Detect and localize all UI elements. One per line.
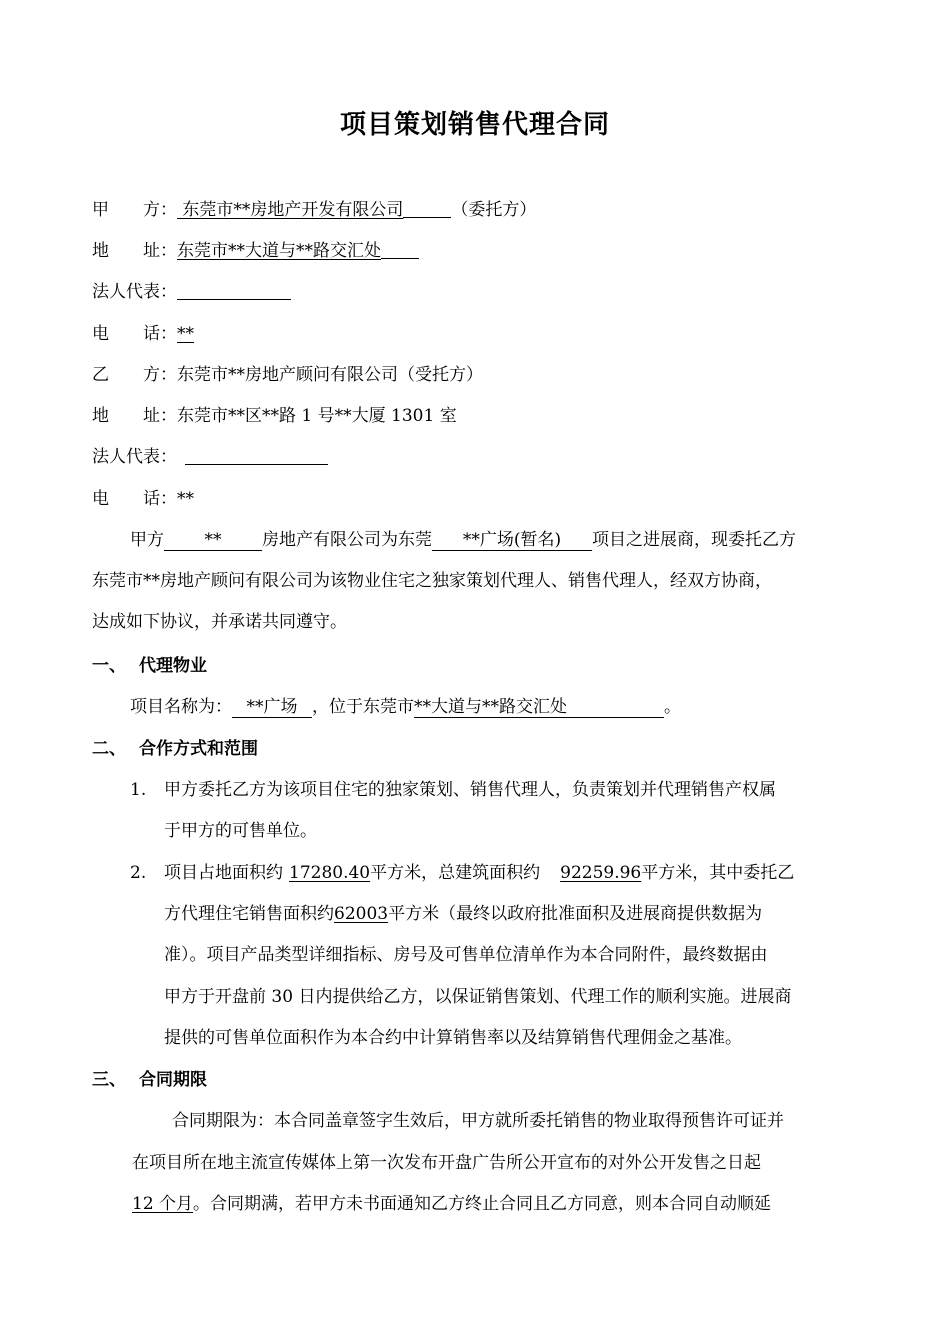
party-a-name-value: 东莞市**房地产开发有限公司 — [177, 200, 404, 220]
party-a-legal-rep-blank — [177, 281, 291, 300]
item-1-line-1: 甲方委托乙方为该项目住宅的独家策划、销售代理人，负责策划并代理销售产权属 — [164, 780, 776, 800]
party-a-name-blank — [403, 199, 451, 218]
section-3-line-2: 在项目所在地主流宣传媒体上第一次发布开盘广告所公开宣布的对外公开发售之日起 — [132, 1153, 761, 1173]
intro-text-c: 项目之进展商，现委托乙方 — [592, 530, 796, 550]
section-2-heading — [92, 737, 258, 761]
party-b-name-label: 乙 方： — [92, 365, 177, 385]
project-location-label: ，位于东莞市 — [312, 697, 414, 717]
party-b-phone-label: 电 话： — [92, 489, 177, 509]
intro-line-2: 东莞市**房地产顾问有限公司为该物业住宅之独家策划代理人、销售代理人，经双方协商， — [92, 571, 772, 591]
party-b-phone-row — [92, 487, 194, 511]
land-area-value: 17280.40 — [289, 863, 371, 883]
section-2-number: 二、 — [92, 739, 126, 759]
section-3-line-1: 合同期限为：本合同盖章签字生效后，甲方就所委托销售的物业取得预售许可证并 — [172, 1111, 784, 1131]
party-b-legal-rep-blank — [185, 446, 328, 465]
intro-text-a: 甲方 — [130, 530, 164, 550]
intro-text-b: 房地产有限公司为东莞 — [262, 530, 432, 550]
party-a-address-row — [92, 239, 419, 263]
party-a-name-label: 甲 方： — [92, 200, 177, 220]
section-1-period: 。 — [664, 697, 681, 717]
section-3-line-3-tail: 。合同期满，若甲方未书面通知乙方终止合同且乙方同意，则本合同自动顺延 — [193, 1194, 772, 1214]
land-area-label: 项目占地面积约 — [164, 863, 283, 883]
item-2-number: 2. — [130, 863, 147, 883]
sales-area-label: 方代理住宅销售面积约 — [164, 904, 334, 924]
item-2-line-5: 提供的可售单位面积作为本合约中计算销售率以及结算销售代理佣金之基准。 — [164, 1028, 742, 1048]
item-2-line-3: 准）。项目产品类型详细指标、房号及可售单位清单作为本合同附件，最终数据由 — [164, 945, 768, 965]
section-1-title: 代理物业 — [139, 656, 207, 676]
party-b-address-row — [92, 404, 457, 428]
project-name-blank: **广场(暂名) — [432, 530, 592, 551]
developer-name-blank: ** — [164, 530, 262, 551]
section-2-title: 合作方式和范围 — [139, 739, 258, 759]
party-a-phone-value: ** — [177, 324, 194, 344]
party-a-role: （委托方） — [451, 200, 537, 220]
section-1-number: 一、 — [92, 656, 126, 676]
section-3-heading — [92, 1068, 207, 1092]
party-a-address-value: 东莞市**大道与**路交汇处 — [177, 241, 381, 261]
party-a-address-blank — [381, 240, 419, 259]
party-a-phone-row — [92, 322, 194, 346]
party-a-legal-rep-row — [92, 280, 291, 304]
party-b-name-value: 东莞市**房地产顾问有限公司（受托方） — [177, 365, 483, 385]
project-location-value: **大道与**路交汇处 — [414, 697, 664, 718]
party-a-address-label: 地 址： — [92, 241, 177, 261]
item-1-line-2: 于甲方的可售单位。 — [164, 821, 317, 841]
section-1-paragraph — [130, 695, 681, 719]
item-2-line-2 — [164, 902, 762, 926]
section-3-title: 合同期限 — [139, 1070, 207, 1090]
building-area-label: 平方米，总建筑面积约 — [370, 863, 541, 883]
document-title: 项目策划销售代理合同 — [339, 110, 610, 140]
party-b-address-value: 东莞市**区**路 1 号**大厦 1301 室 — [177, 406, 457, 426]
party-b-name-row — [92, 363, 483, 387]
project-name-label: 项目名称为： — [130, 697, 232, 717]
item-2-line-1 — [164, 861, 794, 885]
section-1-heading — [92, 654, 207, 678]
project-name-value: **广场 — [232, 697, 312, 718]
party-b-legal-rep-row — [92, 445, 328, 469]
contract-term-value: 12 个月 — [132, 1194, 194, 1214]
building-area-value: 92259.96 — [560, 863, 642, 883]
intro-line-3: 达成如下协议，并承诺共同遵守。 — [92, 612, 347, 632]
section-3-number: 三、 — [92, 1070, 126, 1090]
item-2-line-4: 甲方于开盘前 30 日内提供给乙方，以保证销售策划、代理工作的顺利实施。进展商 — [164, 987, 792, 1007]
item-1-number: 1. — [130, 780, 147, 800]
party-a-phone-label: 电 话： — [92, 324, 177, 344]
item-2-line-2-tail: 平方米（最终以政府批准面积及进展商提供数据为 — [388, 904, 763, 924]
party-a-legal-rep-label: 法人代表： — [92, 282, 177, 302]
party-b-address-label: 地 址： — [92, 406, 177, 426]
sales-area-value: 62003 — [334, 904, 389, 924]
section-3-line-3 — [132, 1192, 771, 1216]
intro-line-1 — [130, 528, 796, 552]
party-b-legal-rep-label: 法人代表： — [92, 447, 177, 467]
item-2-line-1-tail: 平方米，其中委托乙 — [641, 863, 795, 883]
party-b-phone-value: ** — [177, 489, 194, 509]
party-a-name-row — [92, 198, 536, 222]
